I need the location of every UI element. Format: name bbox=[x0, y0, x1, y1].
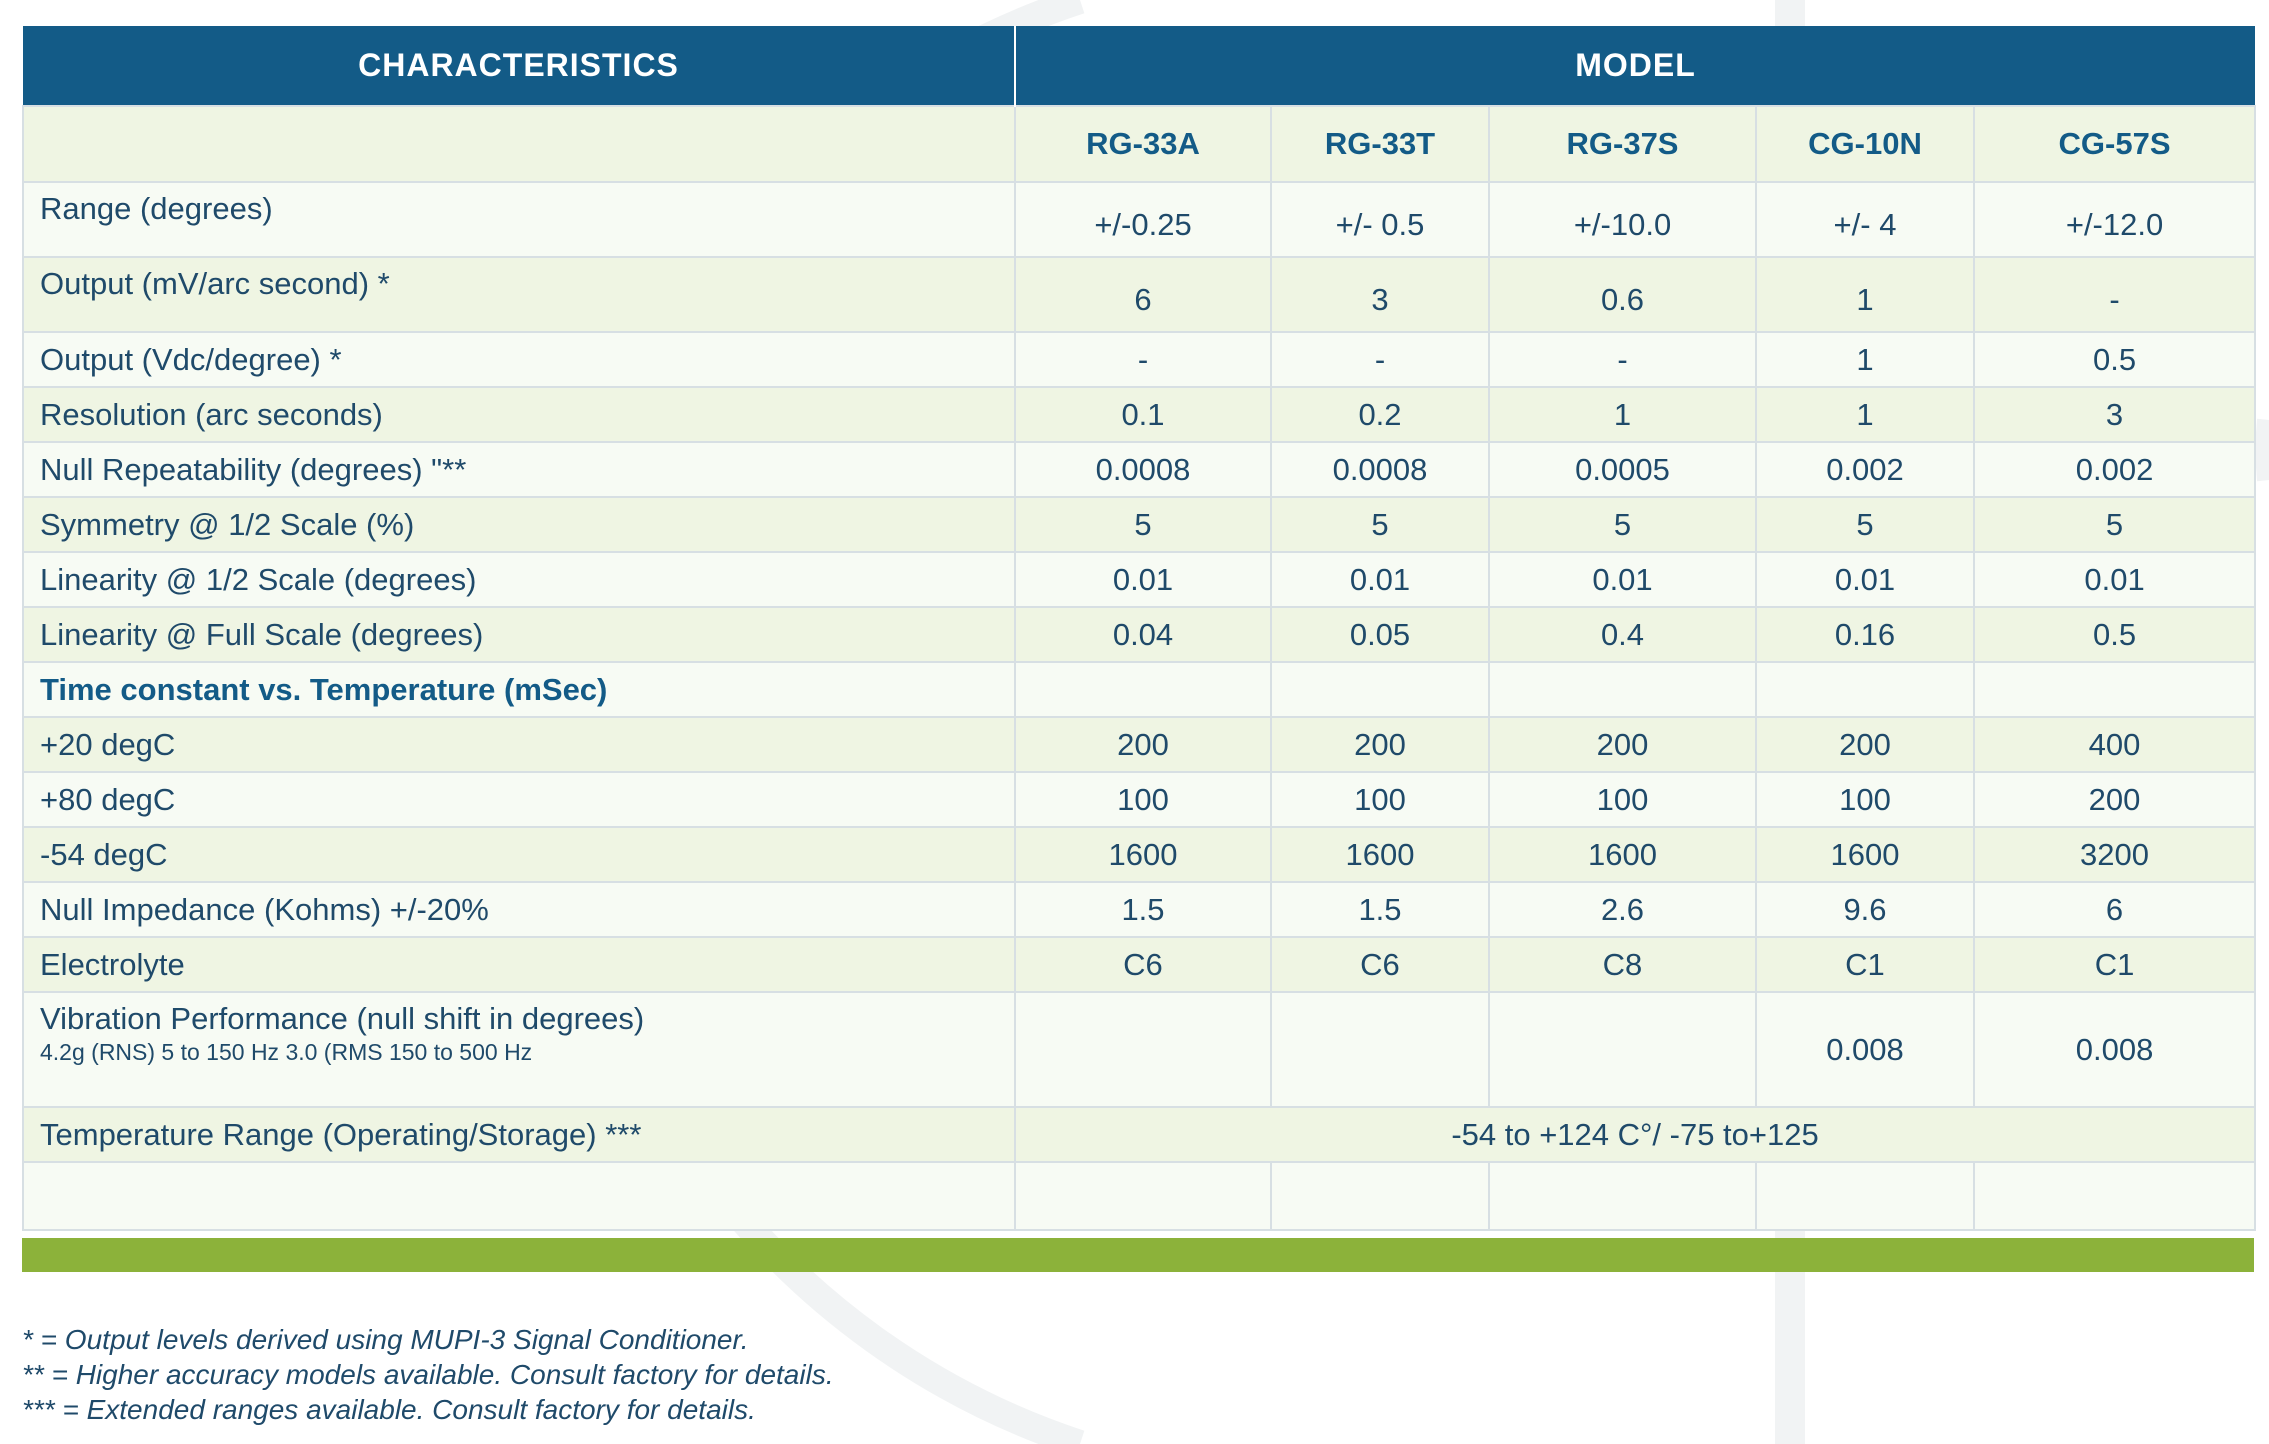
cell-value: 0.002 bbox=[1974, 442, 2255, 497]
cell-value: 5 bbox=[1489, 497, 1756, 552]
footnote: *** = Extended ranges available. Consult factory for details. bbox=[22, 1394, 756, 1425]
empty-cell bbox=[1974, 1162, 2255, 1230]
cell-value: 0.01 bbox=[1015, 552, 1271, 607]
cell-value: 6 bbox=[1974, 882, 2255, 937]
cell-value: 0.01 bbox=[1756, 552, 1974, 607]
row-label: Resolution (arc seconds) bbox=[23, 387, 1015, 442]
row-label: Output (mV/arc second) * bbox=[23, 257, 1015, 332]
cell-value: 0.6 bbox=[1489, 257, 1756, 332]
footnote: ** = Higher accuracy models available. Consult factory for details. bbox=[22, 1359, 834, 1390]
table-row bbox=[23, 992, 2255, 1107]
cell-value: 0.01 bbox=[1974, 552, 2255, 607]
cell-value: 0.01 bbox=[1271, 552, 1489, 607]
table-row bbox=[23, 332, 2255, 387]
header-row bbox=[23, 26, 2255, 106]
cell-value: +/-12.0 bbox=[1974, 182, 2255, 257]
cell-value: 1 bbox=[1489, 387, 1756, 442]
vibration-label: Vibration Performance (null shift in degrees) bbox=[40, 1001, 645, 1036]
row-label: Null Repeatability (degrees) "** bbox=[23, 442, 1015, 497]
cell-value: C6 bbox=[1015, 937, 1271, 992]
row-label: Electrolyte bbox=[23, 937, 1015, 992]
cell-value: C8 bbox=[1489, 937, 1756, 992]
cell-value: - bbox=[1489, 332, 1756, 387]
row-label: Range (degrees) bbox=[23, 182, 1015, 257]
cell-value: 1600 bbox=[1271, 827, 1489, 882]
row-label bbox=[23, 992, 1015, 1107]
cell-value: 1600 bbox=[1489, 827, 1756, 882]
cell-value: - bbox=[1271, 332, 1489, 387]
table-row bbox=[23, 772, 2255, 827]
cell-value: - bbox=[1974, 257, 2255, 332]
cell-value: 9.6 bbox=[1756, 882, 1974, 937]
table-row bbox=[23, 717, 2255, 772]
cell-value: 5 bbox=[1974, 497, 2255, 552]
row-label: Temperature Range (Operating/Storage) *** bbox=[23, 1107, 1015, 1162]
cell-value: 0.008 bbox=[1974, 992, 2255, 1107]
row-label: +20 degC bbox=[23, 717, 1015, 772]
vibration-sublabel: 4.2g (RNS) 5 to 150 Hz 3.0 (RMS 150 to 500 Hz bbox=[40, 1039, 533, 1065]
cell-value: 5 bbox=[1015, 497, 1271, 552]
cell-value: 1 bbox=[1756, 257, 1974, 332]
cell-value: C6 bbox=[1271, 937, 1489, 992]
cell-value: 200 bbox=[1489, 717, 1756, 772]
table-row bbox=[23, 182, 2255, 257]
cell-value bbox=[1271, 662, 1489, 717]
cell-value: 3200 bbox=[1974, 827, 2255, 882]
cell-value: 100 bbox=[1271, 772, 1489, 827]
empty-cell bbox=[1489, 1162, 1756, 1230]
cell-value: 0.008 bbox=[1756, 992, 1974, 1107]
cell-value: 2.6 bbox=[1489, 882, 1756, 937]
cell-value: C1 bbox=[1974, 937, 2255, 992]
cell-value bbox=[1489, 662, 1756, 717]
row-label: -54 degC bbox=[23, 827, 1015, 882]
cell-value: 0.5 bbox=[1974, 607, 2255, 662]
cell-value: C1 bbox=[1756, 937, 1974, 992]
cell-value: +/-10.0 bbox=[1489, 182, 1756, 257]
footnote: * = Output levels derived using MUPI-3 Signal Conditioner. bbox=[22, 1324, 749, 1355]
cell-value: 100 bbox=[1756, 772, 1974, 827]
characteristics-header: CHARACTERISTICS bbox=[23, 26, 1015, 106]
cell-value: 0.1 bbox=[1015, 387, 1271, 442]
cell-value: 1.5 bbox=[1271, 882, 1489, 937]
model-name: RG-33A bbox=[1015, 106, 1271, 182]
cell-value: 200 bbox=[1974, 772, 2255, 827]
cell-value: 0.0005 bbox=[1489, 442, 1756, 497]
cell-value: 0.01 bbox=[1489, 552, 1756, 607]
table-row bbox=[23, 937, 2255, 992]
cell-value: 3 bbox=[1271, 257, 1489, 332]
model-names-row bbox=[23, 106, 2255, 182]
section-row bbox=[23, 662, 2255, 717]
cell-value: 1.5 bbox=[1015, 882, 1271, 937]
table-row bbox=[23, 1107, 2255, 1162]
accent-bar bbox=[22, 1238, 2254, 1272]
cell-value: 1 bbox=[1756, 387, 1974, 442]
cell-value bbox=[1756, 662, 1974, 717]
cell-value bbox=[1974, 662, 2255, 717]
model-name: RG-37S bbox=[1489, 106, 1756, 182]
empty-cell bbox=[23, 1162, 1015, 1230]
table-row bbox=[23, 607, 2255, 662]
model-name: CG-10N bbox=[1756, 106, 1974, 182]
cell-value: +/-0.25 bbox=[1015, 182, 1271, 257]
cell-value: 0.5 bbox=[1974, 332, 2255, 387]
cell-value bbox=[1015, 662, 1271, 717]
table-row bbox=[23, 387, 2255, 442]
cell-value: 0.0008 bbox=[1271, 442, 1489, 497]
table-row bbox=[23, 552, 2255, 607]
cell-value: 5 bbox=[1271, 497, 1489, 552]
cell-value: 6 bbox=[1015, 257, 1271, 332]
spec-table-container bbox=[22, 26, 2254, 1231]
cell-value: 100 bbox=[1015, 772, 1271, 827]
cell-value: 5 bbox=[1756, 497, 1974, 552]
cell-value: 1 bbox=[1756, 332, 1974, 387]
cell-value: 1600 bbox=[1015, 827, 1271, 882]
table-row bbox=[23, 827, 2255, 882]
row-label: Linearity @ Full Scale (degrees) bbox=[23, 607, 1015, 662]
cell-value: 200 bbox=[1015, 717, 1271, 772]
cell-value bbox=[1271, 992, 1489, 1107]
footnotes bbox=[22, 1322, 834, 1427]
cell-value bbox=[1489, 992, 1756, 1107]
cell-value: 400 bbox=[1974, 717, 2255, 772]
cell-value: 1600 bbox=[1756, 827, 1974, 882]
cell-value: 0.002 bbox=[1756, 442, 1974, 497]
model-row-label bbox=[23, 106, 1015, 182]
merged-cell-value: -54 to +124 C°/ -75 to+125 bbox=[1015, 1107, 2255, 1162]
cell-value: +/- 0.5 bbox=[1271, 182, 1489, 257]
cell-value: 0.04 bbox=[1015, 607, 1271, 662]
specification-table bbox=[22, 26, 2256, 1231]
model-name: RG-33T bbox=[1271, 106, 1489, 182]
empty-row bbox=[23, 1162, 2255, 1230]
cell-value: 0.0008 bbox=[1015, 442, 1271, 497]
empty-cell bbox=[1015, 1162, 1271, 1230]
cell-value bbox=[1015, 992, 1271, 1107]
cell-value: 0.16 bbox=[1756, 607, 1974, 662]
cell-value: - bbox=[1015, 332, 1271, 387]
row-label: +80 degC bbox=[23, 772, 1015, 827]
table-row bbox=[23, 257, 2255, 332]
section-label: Time constant vs. Temperature (mSec) bbox=[23, 662, 1015, 717]
table-row bbox=[23, 442, 2255, 497]
cell-value: 200 bbox=[1271, 717, 1489, 772]
empty-cell bbox=[1756, 1162, 1974, 1230]
row-label: Null Impedance (Kohms) +/-20% bbox=[23, 882, 1015, 937]
row-label: Symmetry @ 1/2 Scale (%) bbox=[23, 497, 1015, 552]
cell-value: 0.05 bbox=[1271, 607, 1489, 662]
cell-value: 0.4 bbox=[1489, 607, 1756, 662]
table-row bbox=[23, 497, 2255, 552]
model-name: CG-57S bbox=[1974, 106, 2255, 182]
model-header: MODEL bbox=[1015, 26, 2255, 106]
cell-value: +/- 4 bbox=[1756, 182, 1974, 257]
table-row bbox=[23, 882, 2255, 937]
cell-value: 3 bbox=[1974, 387, 2255, 442]
row-label: Linearity @ 1/2 Scale (degrees) bbox=[23, 552, 1015, 607]
empty-cell bbox=[1271, 1162, 1489, 1230]
cell-value: 0.2 bbox=[1271, 387, 1489, 442]
row-label: Output (Vdc/degree) * bbox=[23, 332, 1015, 387]
cell-value: 200 bbox=[1756, 717, 1974, 772]
cell-value: 100 bbox=[1489, 772, 1756, 827]
